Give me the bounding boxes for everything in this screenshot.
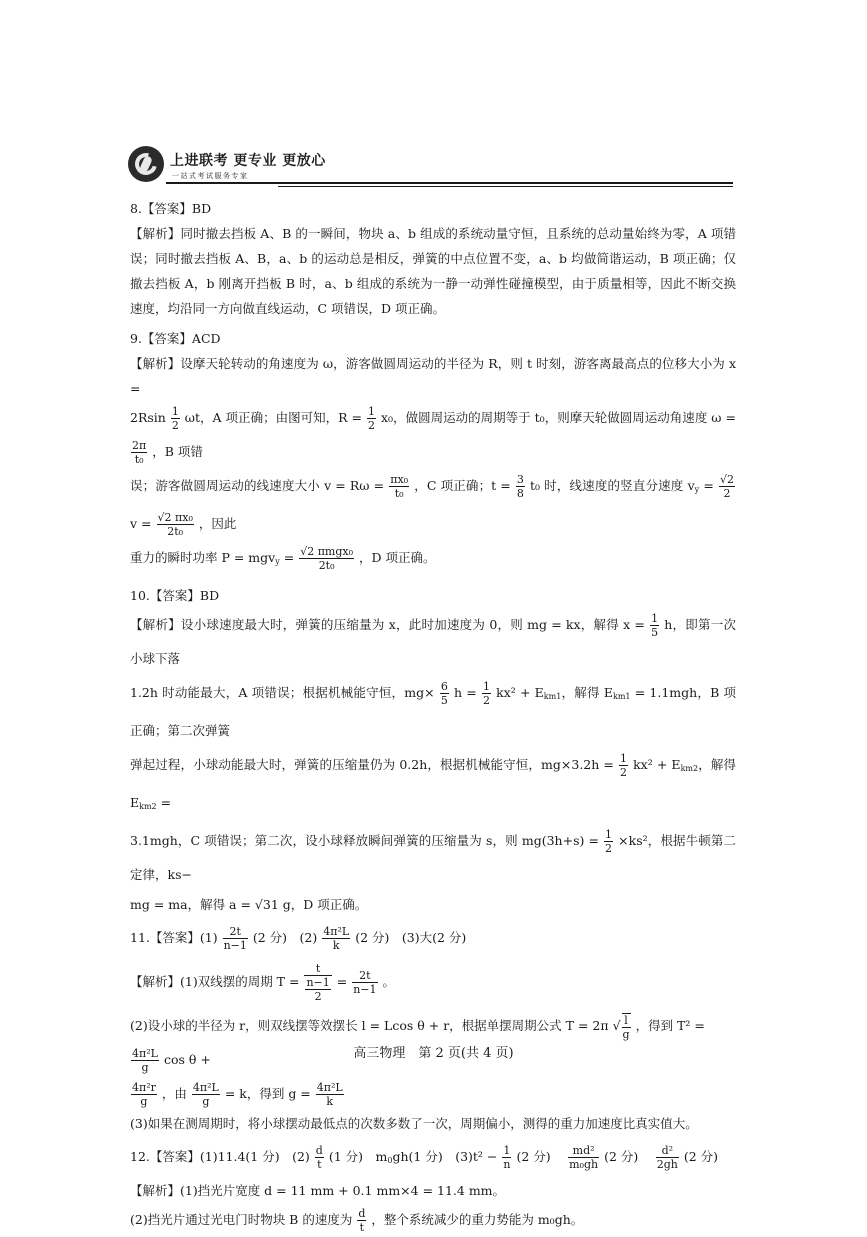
num: d [315,1144,323,1157]
text: (2 分) (2) [252,930,318,945]
num: md² [568,1144,599,1158]
fraction [389,473,409,500]
text: gh(1 分) (3)t² − [392,1149,498,1164]
fraction [719,473,735,500]
text: ，解得 E [130,757,736,810]
q11-line1 [130,955,736,1009]
subscript: km2 [680,764,699,773]
den: 2t₀ [167,525,184,538]
den: 2 [605,842,613,855]
num: 1 [651,612,659,625]
den: m₀gh [569,1158,599,1171]
num: 1 [605,828,613,841]
text: = [336,974,348,989]
text: (2 分) [604,1149,651,1164]
fraction [322,925,350,952]
q10-line2 [130,676,736,748]
num: 4π²L [323,925,350,938]
text: kx² + E [496,685,544,700]
text: ，由 [161,1086,187,1101]
q8-explanation: 【解析】同时撤去挡板 A、B 的一瞬间，物块 a、b 组成的系统动量守恒，且系统的总动量始终为零，A 项错误；同时撤去挡板 A、B，a、b 的运动总是相反，弹簧的中点位置不变，a、b 均做简谐运动，B 项正确；仅撤去挡板 A，b 刚离开挡板 B 时，a、b 组成的系统为一静一动弹性碰撞模型，由于质量相等，因此不断交换速度，均沿同一方向做直线运动，C 项错误，D 项正确。 [130,226,736,316]
text: 【解析】设小球速度最大时，弹簧的压缩量为 x，此时加速度为 0，则 mg = kx，解得 x = [130,617,645,632]
text: = 1.1mgh，B 项正确；第二次弹簧 [130,685,736,738]
q10-answer: 10.【答案】BD [130,588,220,603]
den: t [359,1221,365,1234]
text: h，即第一次小球下落 [130,617,736,666]
den: g [140,1095,148,1108]
fraction [315,1144,324,1171]
q8-answer: 8.【答案】BD [130,201,212,216]
fraction [440,680,449,707]
den: g [202,1095,210,1108]
text: 弹起过程，小球动能最大时，弹簧的压缩量仍为 0.2h，根据机械能守恒，mg×3.2h = [130,757,614,772]
q10-line5: mg = ma，解得 a = √31 g，D 项正确。 [130,897,368,912]
num: 2t [223,925,248,939]
brand-tagline: 一站式考试服务专家 [172,172,249,180]
q10-line1 [130,608,736,676]
nested-fraction [304,962,331,1003]
den: 2 [482,694,490,707]
q11-answer [130,921,736,955]
q12-line2 [130,1203,736,1237]
text: (2 分) [516,1149,564,1164]
text: (2 分) [683,1149,719,1164]
fraction [223,925,248,952]
q11-line4: (3)如果在测周期时，将小球摆动最低点的次数多数了一次，周期偏小，测得的重力加速度比真实值大。 [130,1116,698,1131]
sqrt-symbol: √ [612,1018,621,1033]
num: 2t [352,969,377,983]
text: h = [454,685,477,700]
q10-line4 [130,824,736,892]
text: ，C 项正确；t = [414,478,511,493]
fraction [502,1144,511,1171]
text: cos θ + [163,1052,211,1067]
den: 2 [723,487,731,500]
page-header [128,146,733,186]
den: t₀ [394,487,404,500]
den: t₀ [134,453,144,466]
text: ，整个系统减少的重力势能为 m₀gh。 [371,1212,584,1227]
num: 1 [482,680,490,693]
den: 5 [440,694,448,707]
q9-line3 [130,469,736,541]
den: 2gh [656,1158,678,1171]
q9-line1: 【解析】设摩天轮转动的角速度为 ω，游客做圆周运动的半径为 R，则 t 时刻，游客离最高点的位移大小为 x = [130,356,736,396]
text: = [156,795,172,810]
text: kx² + E [633,757,681,772]
den: n−1 [353,983,377,996]
subscript: 0 [387,1156,393,1165]
num: 4π²L [132,1047,158,1060]
header-rule [166,182,733,184]
q11-line3 [130,1077,736,1111]
text: 3.1mgh，C 项错误；第二次，设小球释放瞬间弹簧的压缩量为 s，则 mg(3h+s) = [130,833,599,848]
text: ，D 项正确。 [359,550,436,565]
q9-line4 [130,541,736,579]
q10-line3 [130,748,736,824]
num: 1 [368,405,375,418]
fraction [131,439,147,466]
den: 8 [516,487,524,500]
q10-explanation [130,608,736,917]
den: n−1 [223,939,247,952]
text: ωt，A 项正确；由图可知，R = [184,410,363,425]
text: ，得到 T² = [635,1018,705,1033]
fraction [157,511,194,538]
text: 12.【答案】(1)11.4(1 分) (2) [130,1149,310,1164]
text: = [699,478,714,493]
fraction [367,405,376,432]
text: t₀ 时，线速度的竖直分速度 v [530,478,695,493]
text: ×ks²，根据牛顿第二定律，ks− [130,833,736,882]
fraction [171,405,180,432]
q9-answer: 9.【答案】ACD [130,331,221,346]
den [304,976,331,1003]
num: 3 [516,473,524,486]
num: d² [656,1144,679,1158]
num: πx₀ [390,473,409,486]
den: 2t₀ [318,559,335,572]
subscript: km2 [139,802,157,811]
text: 重力的瞬时功率 P = mgv [130,550,276,565]
num: 1 [171,405,179,418]
den: g [622,1027,630,1041]
fraction [656,1144,679,1171]
fraction [516,473,525,500]
den: 5 [651,626,659,639]
fraction [131,1081,157,1108]
text: 1.2h 时动能最大，A 项错误；根据机械能守恒，mg× [130,685,435,700]
text: x₀，做圆周运动的周期等于 t₀，则摩天轮做圆周运动角速度 ω = [380,410,736,425]
text: (2)挡光片通过光电门时物块 B 的速度为 [130,1212,353,1227]
den: k [326,1095,334,1108]
answer-content [130,196,736,1237]
fraction [192,1081,220,1108]
q12-line1: 【解析】(1)挡光片宽度 d = 11 mm + 0.1 mm×4 = 11.4 mm。 [130,1183,506,1198]
q12-explanation [130,1178,736,1237]
fraction [622,1013,631,1041]
num: 1 [503,1144,511,1157]
num: 1 [620,752,627,765]
fraction [568,1144,599,1171]
fraction [357,1207,366,1234]
fraction [352,969,377,996]
num: l [622,1014,631,1028]
text: ，因此 [198,516,237,531]
text: ，解得 E [561,685,613,700]
text: (2)设小球的半径为 r，则双线摆等效摆长 l = Lcos θ + r，根据单摆周期公式 T = 2π [130,1018,609,1033]
subscript: y [275,557,280,566]
den: k [332,939,340,952]
text: 。 [382,974,396,989]
num: √2 [719,473,734,486]
num: 4π²r [132,1081,156,1094]
subscript: y [694,485,700,494]
q9-line2 [130,401,736,469]
subscript: km1 [613,692,631,701]
num: √2 πx₀ [157,511,193,524]
num: 2π [132,439,147,452]
den: 2 [314,990,322,1003]
fraction [604,828,613,855]
header-rule-thin [278,186,733,187]
text: 【解析】(1)双线摆的周期 T = [130,974,300,989]
num: n−1 [306,976,330,989]
text: (2 分) (3)大(2 分) [355,930,467,945]
den: 2 [171,419,179,432]
fraction [650,612,659,639]
num: 4π²L [192,1081,219,1094]
fraction [299,545,354,572]
den: t [317,1158,322,1171]
text: (1 分) m [328,1149,388,1164]
text: = [279,550,295,565]
den: n [503,1158,511,1171]
num: 4π²L [316,1081,343,1094]
den: 2 [620,766,627,779]
text: ，B 项错 [152,444,203,459]
num: t [304,962,331,976]
den: 2 [368,419,375,432]
text: 2Rsin [130,410,166,425]
text: = k，得到 g = [224,1086,311,1101]
brand-logo-icon [128,146,164,182]
num: √2 πmgx₀ [300,545,354,558]
num: d [358,1207,366,1220]
brand-slogan: 上进联考 更专业 更放心 [170,153,326,169]
page-footer: 高三物理 第 2 页(共 4 页) [353,1046,514,1061]
q12-answer [130,1140,736,1178]
fraction [619,752,628,779]
den: g [141,1061,149,1074]
text: v = [130,516,152,531]
text: 11.【答案】(1) [130,930,218,945]
fraction [305,976,330,1003]
text: 误；游客做圆周运动的线速度大小 v = Rω = [130,478,385,493]
q9-explanation [130,351,736,579]
subscript: km1 [543,692,562,701]
fraction [482,680,491,707]
fraction [316,1081,344,1108]
num: 6 [440,680,448,693]
